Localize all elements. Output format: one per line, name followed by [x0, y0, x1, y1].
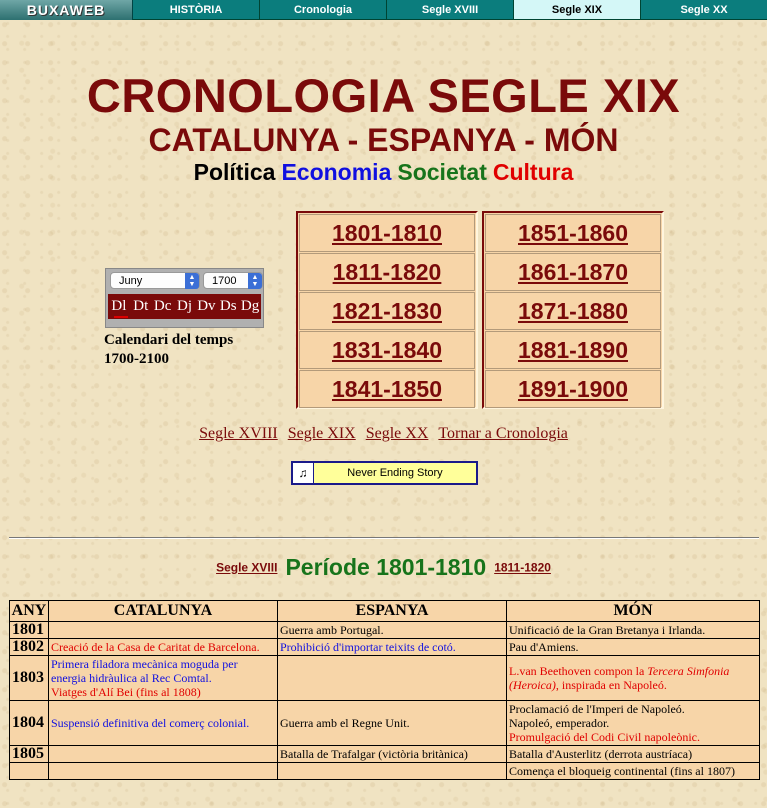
mon-cell	[507, 701, 759, 745]
year-cell: 1805	[10, 746, 48, 762]
calendar-label-line1: Calendari del temps	[104, 332, 234, 348]
chronology-table	[9, 600, 760, 780]
event-text-tail: , inspirada en Napoleó.	[555, 678, 667, 692]
month-select[interactable]	[110, 272, 200, 289]
page-title: CRONOLOGIA SEGLE XIX	[86, 69, 681, 122]
year-select[interactable]	[203, 272, 263, 289]
year-cell: 1802	[10, 639, 48, 655]
event-text: Guerra amb el Regne Unit.	[280, 716, 410, 730]
event-entry	[509, 730, 757, 744]
weekday-label: Dl	[111, 298, 127, 314]
event-text: Promulgació del Codi Civil napoleònic.	[509, 730, 700, 744]
period-header	[0, 554, 767, 581]
decade-link[interactable]: 1891-1900	[485, 370, 661, 408]
decade-link[interactable]: 1851-1860	[485, 214, 661, 252]
event-entry	[509, 764, 757, 778]
link-segle-xx[interactable]: Segle XX	[365, 425, 429, 442]
weekday-bar	[108, 294, 261, 319]
weekday-label: Ds	[219, 298, 237, 314]
year-cell: 1801	[10, 622, 48, 638]
event-text: Prohibició d'importar teixits de cotó.	[280, 640, 456, 654]
column-header: CATALUNYA	[49, 601, 277, 621]
event-text: Creació de la Casa de Caritat de Barcelona.	[51, 640, 260, 654]
period-next-link[interactable]: 1811-1820	[494, 560, 551, 575]
event-text: Napoleó, emperador.	[509, 716, 610, 730]
calendar-label-line2: 1700-2100	[104, 351, 169, 367]
event-text: Viatges d'Alí Bei (fins al 1808)	[51, 685, 201, 699]
year-select-arrow-icon: ▲ ▼	[248, 273, 262, 289]
calendar-label	[104, 331, 233, 369]
table-row	[10, 639, 759, 655]
catalunya-cell	[49, 622, 277, 638]
divider	[9, 537, 759, 539]
event-text: Pau d'Amiens.	[509, 640, 579, 654]
catalunya-cell	[49, 656, 277, 700]
mon-cell	[507, 656, 759, 700]
event-entry	[509, 747, 757, 761]
decade-link[interactable]: 1821-1830	[299, 292, 475, 330]
event-text: Batalla de Trafalgar (victòria britànica)	[280, 747, 468, 761]
espanya-cell	[278, 622, 506, 638]
event-italic-text: Tercera Simfonia (Heroica)	[509, 664, 730, 692]
event-text: Suspensió definitiva del comerç colonial.	[51, 716, 250, 730]
weekday-label: Dc	[153, 298, 172, 314]
decade-link[interactable]: 1861-1870	[485, 253, 661, 291]
table-header-row	[10, 601, 759, 621]
event-entry	[509, 623, 757, 637]
event-text: L.van Beethoven compon la	[509, 664, 648, 678]
music-player[interactable]	[291, 461, 478, 485]
table-row	[10, 763, 759, 779]
event-entry	[509, 716, 757, 730]
category-cultura: Cultura	[492, 159, 574, 185]
table-row	[10, 701, 759, 745]
weekday-label: Dj	[177, 298, 192, 314]
mon-cell	[507, 639, 759, 655]
event-entry	[509, 640, 757, 654]
decade-link[interactable]: 1841-1850	[299, 370, 475, 408]
espanya-cell	[278, 639, 506, 655]
event-entry	[280, 747, 504, 761]
month-select-arrow-icon: ▲ ▼	[185, 273, 199, 289]
event-entry	[51, 657, 275, 685]
site-logo[interactable]: BUXAWEB	[0, 0, 133, 20]
decade-link[interactable]: 1881-1890	[485, 331, 661, 369]
year-cell	[10, 763, 48, 779]
event-entry	[280, 640, 504, 654]
decade-grid-left	[296, 211, 478, 409]
tab-segle-xx[interactable]: Segle XX	[641, 0, 767, 20]
event-entry	[280, 623, 504, 637]
event-text: Comença el bloqueig continental (fins al 1807)	[509, 764, 735, 778]
link-tornar-cronologia[interactable]: Tornar a Cronologia	[438, 425, 568, 442]
event-text: Batalla d'Austerlitz (derrota austríaca)	[509, 747, 693, 761]
event-entry	[51, 716, 275, 730]
event-text: Primera filadora mecànica moguda per energia hidràulica al Rec Comtal.	[51, 657, 238, 685]
event-text: Guerra amb Portugal.	[280, 623, 384, 637]
category-economia: Economia	[281, 159, 392, 185]
tab-segle-xix[interactable]: Segle XIX	[514, 0, 641, 20]
espanya-cell	[278, 763, 506, 779]
column-header: MÓN	[507, 601, 759, 621]
month-select-value: Juny	[119, 275, 143, 287]
weekday-label: Dv	[197, 298, 216, 314]
table-row	[10, 656, 759, 700]
table-body	[10, 622, 759, 779]
table-row	[10, 622, 759, 638]
tab-segle-xviii[interactable]: Segle XVIII	[387, 0, 514, 20]
period-prev-link[interactable]: Segle XVIII	[216, 560, 278, 575]
catalunya-cell	[49, 746, 277, 762]
weekday-label: Dt	[133, 298, 149, 314]
event-entry	[51, 685, 275, 699]
espanya-cell	[278, 701, 506, 745]
weekday-underline	[114, 316, 128, 318]
page-subtitle: CATALUNYA - ESPANYA - MÓN	[148, 122, 619, 158]
event-entry	[509, 664, 757, 692]
link-segle-xviii[interactable]: Segle XVIII	[199, 425, 278, 442]
mon-cell	[507, 622, 759, 638]
year-cell: 1804	[10, 701, 48, 745]
event-text: Proclamació de l'Imperi de Napoleó.	[509, 702, 685, 716]
link-segle-xix[interactable]: Segle XIX	[287, 425, 356, 442]
tab-historia[interactable]: HISTÒRIA	[133, 0, 260, 20]
weekday-label: Dg	[240, 298, 260, 314]
tab-cronologia[interactable]: Cronologia	[260, 0, 387, 20]
event-entry	[509, 702, 757, 716]
event-entry	[280, 716, 504, 730]
decade-link[interactable]: 1801-1810	[299, 214, 475, 252]
calendar-widget	[105, 268, 264, 328]
catalunya-cell	[49, 639, 277, 655]
year-select-value: 1700	[212, 275, 237, 287]
column-header: ANY	[11, 602, 47, 619]
category-legend	[0, 159, 767, 186]
category-politica: Política	[193, 159, 276, 185]
music-note-icon[interactable]: ♫	[293, 463, 314, 483]
decade-link[interactable]: 1831-1840	[299, 331, 475, 369]
catalunya-cell	[49, 763, 277, 779]
period-title: Període 1801-1810	[285, 554, 487, 580]
column-header: ESPANYA	[278, 601, 506, 621]
player-title: Never Ending Story	[347, 467, 443, 479]
espanya-cell	[278, 746, 506, 762]
century-links	[0, 425, 767, 443]
decade-link[interactable]: 1811-1820	[299, 253, 475, 291]
category-societat: Societat	[397, 159, 487, 185]
decade-link[interactable]: 1871-1880	[485, 292, 661, 330]
mon-cell	[507, 746, 759, 762]
espanya-cell	[278, 656, 506, 700]
event-entry	[51, 640, 275, 654]
top-navigation	[0, 0, 767, 20]
decade-grid-right	[482, 211, 664, 409]
event-text: Unificació de la Gran Bretanya i Irlanda.	[509, 623, 706, 637]
mon-cell	[507, 763, 759, 779]
year-cell: 1803	[10, 656, 48, 700]
table-row	[10, 746, 759, 762]
catalunya-cell	[49, 701, 277, 745]
